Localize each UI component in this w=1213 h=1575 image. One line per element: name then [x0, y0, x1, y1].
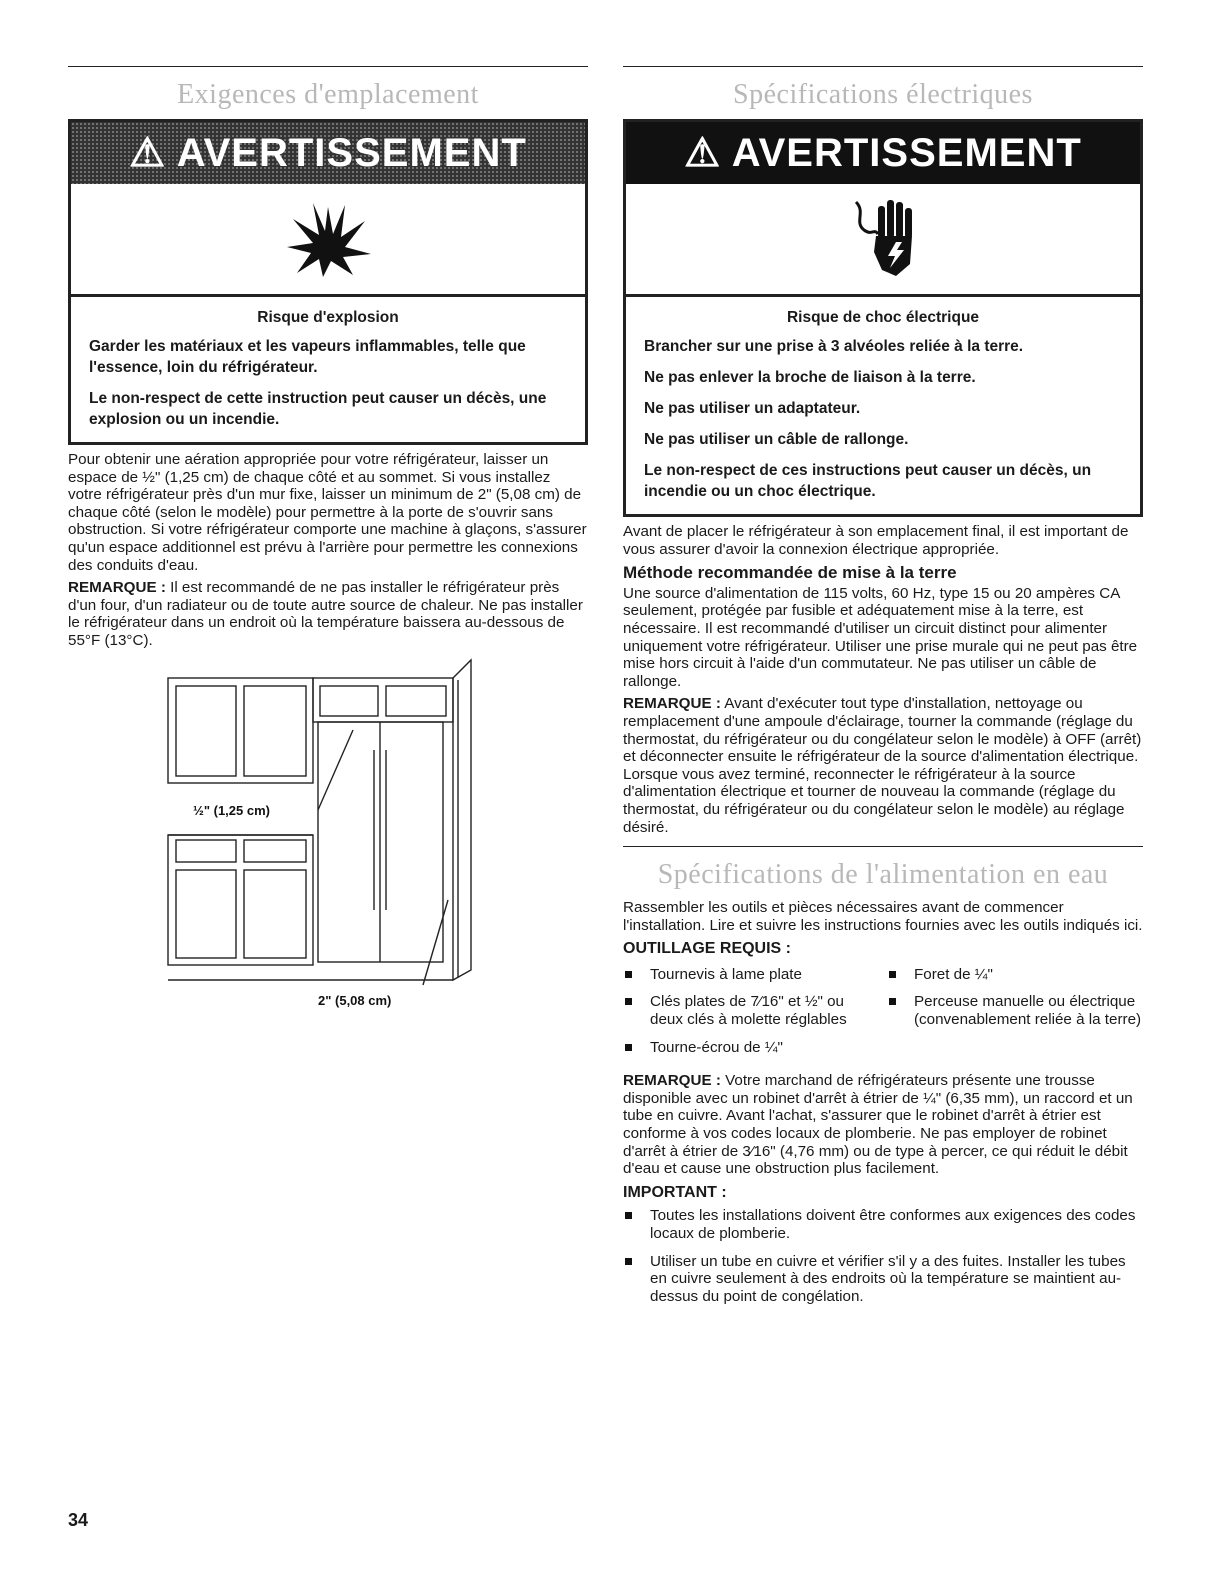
water-intro: Rassembler les outils et pièces nécessaires avant de commencer l'installation. Lire et suivre les instructions fournies avec les outils indiqués ici. — [623, 899, 1143, 934]
water-body — [623, 899, 1143, 958]
warning-line: Ne pas utiliser un câble de rallonge. — [644, 431, 909, 448]
clearance-diagram — [168, 660, 588, 1008]
bullet-icon — [625, 1212, 632, 1219]
section-title-water: Spécifications de l'alimentation en eau — [657, 859, 1109, 891]
warning-triangle-icon: ⚠ — [684, 131, 722, 175]
fridge-cabinet-illustration — [168, 660, 488, 1008]
tools-list-right — [887, 966, 1143, 1066]
important-list — [623, 1207, 1143, 1305]
location-body — [68, 451, 588, 650]
important-title: IMPORTANT : — [623, 1183, 727, 1201]
section-title-location: Exigences d'emplacement — [177, 79, 479, 110]
tools-list-left — [623, 966, 879, 1066]
note-text: Il est recommandé de ne pas installer le réfrigérateur près d'un four, d'un radiateur ou de toute autre source de chaleur. Ne pas installer le réfrigérateur dans un endroit où la température baissera au-dessous de 55°F (13°C). — [68, 579, 583, 649]
note-label: REMARQUE : — [623, 695, 721, 713]
bullet-icon — [625, 1044, 632, 1051]
tools-title: OUTILLAGE REQUIS : — [623, 940, 791, 958]
warning-header-text: AVERTISSEMENT — [176, 131, 527, 175]
note-label: REMARQUE : — [623, 1072, 721, 1090]
section-rule — [68, 66, 588, 67]
side-clearance-label: ½" (1,25 cm) — [193, 802, 270, 818]
risk-title: Risque d'explosion — [257, 309, 399, 326]
shock-warning-box — [623, 119, 1143, 517]
electrical-body — [623, 523, 1143, 836]
page-number: 34 — [68, 1510, 89, 1530]
list-item: Tourne-écrou de ¼" — [623, 1039, 879, 1057]
bullet-icon — [625, 998, 632, 1005]
warning-header — [626, 122, 1140, 184]
warning-text — [71, 297, 585, 442]
warning-header — [71, 122, 585, 184]
grounding-method-title: Méthode recommandée de mise à la terre — [623, 563, 957, 583]
note-text: Avant d'exécuter tout type d'installation, nettoyage ou remplacement d'une ampoule d'éclairage, tourner la commande (réglage du thermostat, du réfrigérateur ou du congélateur selon le modèle) à OFF (arrêt) et déconnecter ensuite le réfrigérateur de la source d'alimentation électrique. Lorsque vous avez terminé, reconnecter le réfrigérateur à la source d'alimentation électrique et tourner de nouveau la commande (réglage du thermostat, du réfrigérateur ou du congélateur selon le modèle) au réglage désiré. — [623, 695, 1142, 836]
warning-line: Ne pas enlever la broche de liaison à la terre. — [644, 369, 976, 386]
list-item: Utiliser un tube en cuivre et vérifier s'il y a des fuites. Installer les tubes en cuivre seulement à des endroits où la température se maintient au-dessus du point de congélation. — [623, 1253, 1143, 1306]
section-rule — [623, 66, 1143, 67]
left-column — [68, 66, 588, 1008]
water-note — [623, 1072, 1143, 1178]
warning-header-text: AVERTISSEMENT — [731, 131, 1082, 175]
water-note-section — [623, 1072, 1143, 1201]
warning-line: Ne pas utiliser un adaptateur. — [644, 400, 861, 417]
explosion-warning-box — [68, 119, 588, 445]
list-item: Toutes les installations doivent être conformes aux exigences des codes locaux de plomberie. — [623, 1207, 1143, 1242]
warning-line: Garder les matériaux et les vapeurs inflammables, telle que l'essence, loin du réfrigérateur. — [89, 338, 526, 376]
tools-list — [623, 966, 1143, 1066]
location-note — [68, 579, 588, 649]
location-paragraph: Pour obtenir une aération appropriée pour votre réfrigérateur, laisser un espace de ½" (1,25 cm) de chaque côté et au sommet. Si vous installez votre réfrigérateur près d'un mur fixe, laisser un minimum de 2" (5,08 cm) de chaque côté (selon le modèle) pour permettre à la porte de s'ouvrir sans obstruction. Si votre réfrigérateur comporte une machine à glaçons, s'assurer qu'un espace additionnel est prévu à l'arrière pour permettre les connexions des conduits d'eau. — [68, 451, 587, 574]
list-item: Perceuse manuelle ou électrique (convenablement reliée à la terre) — [887, 993, 1143, 1028]
electrical-note — [623, 695, 1143, 836]
warning-line: Le non-respect de ces instructions peut causer un décès, un incendie ou un choc électrique. — [644, 462, 1092, 500]
section-rule — [623, 846, 1143, 847]
note-label: REMARQUE : — [68, 579, 166, 597]
warning-text — [626, 297, 1140, 514]
list-item: Tournevis à lame plate — [623, 966, 879, 984]
right-column — [623, 66, 1143, 1315]
electric-shock-icon — [626, 184, 1140, 297]
warning-triangle-icon: ⚠ — [129, 131, 167, 175]
explosion-icon — [71, 184, 585, 297]
list-item: Clés plates de 7⁄16" et ½" ou deux clés à molette réglables — [623, 993, 879, 1028]
bullet-icon — [889, 971, 896, 978]
bullet-icon — [889, 998, 896, 1005]
warning-line: Le non-respect de cette instruction peut causer un décès, une explosion ou un incendie. — [89, 390, 547, 428]
bullet-icon — [625, 971, 632, 978]
list-item: Foret de ¼" — [887, 966, 1143, 984]
wall-clearance-label: 2" (5,08 cm) — [318, 992, 392, 1008]
warning-line: Brancher sur une prise à 3 alvéoles reliée à la terre. — [644, 338, 1024, 355]
note-text: Votre marchand de réfrigérateurs présente une trousse disponible avec un robinet d'arrêt à étrier de ¼" (6,35 mm), un raccord et un tube en cuivre. Avant l'achat, s'assurer que le robinet d'arrêt à étrier est conforme à vos codes locaux de plomberie. Ne pas employer de robinet d'arrêt à étrier de 3⁄16" (4,76 mm) ou de type à percer, ce qui réduit le débit d'eau et cause une obstruction plus facilement. — [623, 1072, 1133, 1178]
grounding-method-text: Une source d'alimentation de 115 volts, 60 Hz, type 15 ou 20 ampères CA seulement, protégée par fusible et adéquatement mise à la terre, est nécessaire. Il est recommandé d'utiliser un circuit distinct pour alimenter uniquement votre réfrigérateur. Utiliser une prise murale qui ne peut pas être mise hors circuit à l'aide d'un commutateur. Ne pas utiliser un câble de rallonge. — [623, 584, 1138, 690]
bullet-icon — [625, 1258, 632, 1265]
section-title-electrical: Spécifications électriques — [733, 79, 1033, 110]
electrical-paragraph: Avant de placer le réfrigérateur à son emplacement final, il est important de vous assurer d'avoir la connexion électrique appropriée. — [623, 523, 1129, 558]
risk-title: Risque de choc électrique — [786, 309, 980, 326]
